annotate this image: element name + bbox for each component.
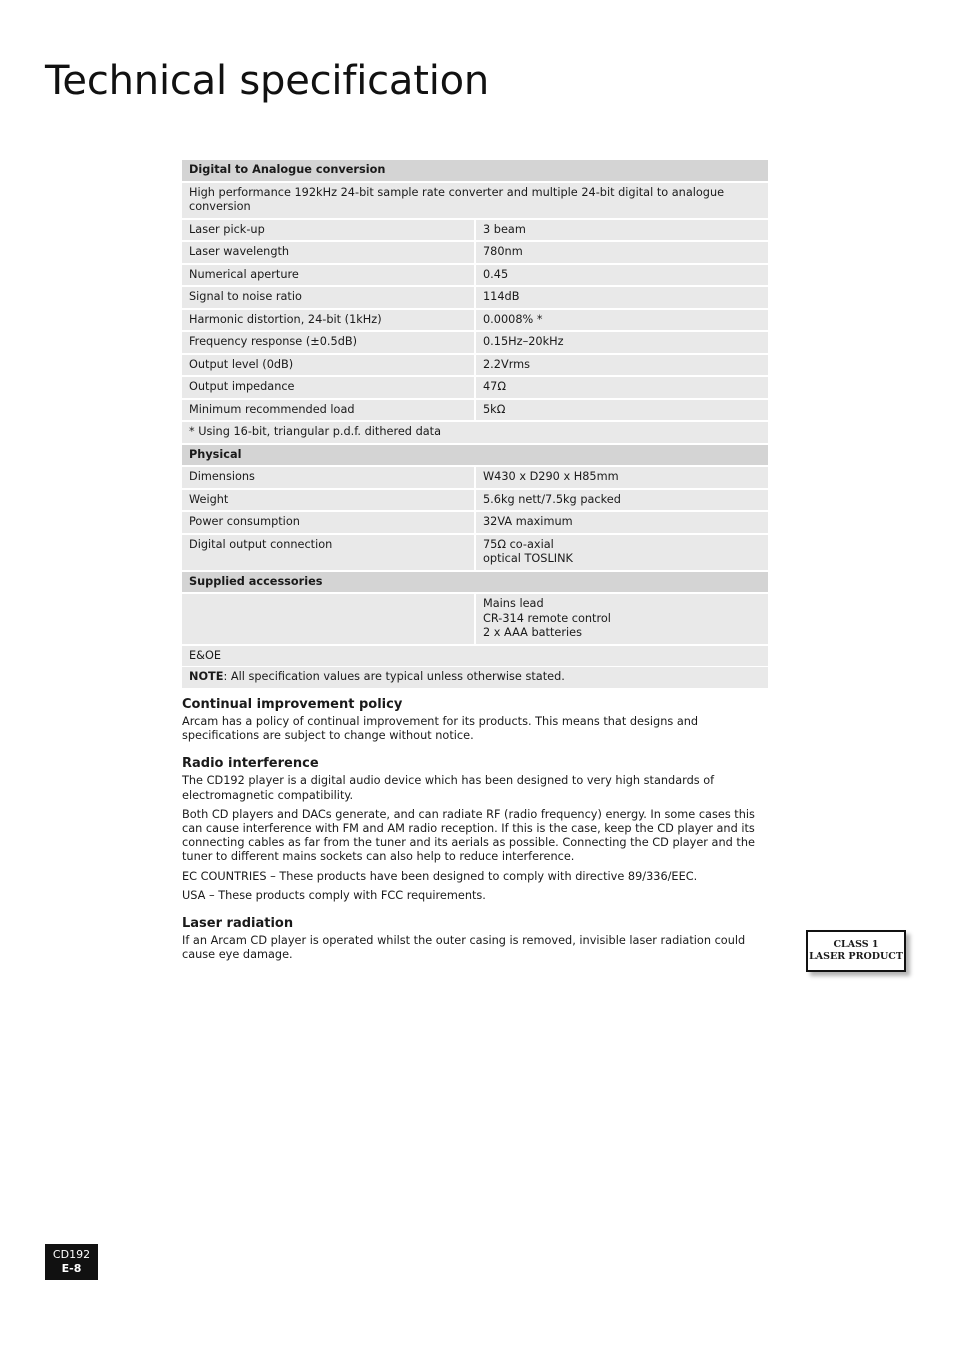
spec-value: 5kΩ	[475, 399, 768, 422]
model-name: CD192	[52, 1248, 91, 1261]
section-heading: Laser radiation	[182, 916, 294, 932]
spec-value-line: 75Ω co-axial	[483, 537, 554, 551]
spec-value: 47Ω	[475, 376, 768, 399]
spec-value	[475, 534, 768, 571]
table-row	[182, 241, 768, 264]
spec-value: 0.15Hz–20kHz	[475, 331, 768, 354]
spec-value: W430 x D290 x H85mm	[475, 466, 768, 489]
paragraph: USA – These products comply with FCC requirements.	[182, 888, 486, 902]
page-title: Technical specification	[45, 58, 490, 104]
improvement-section	[182, 697, 768, 743]
table-row	[182, 331, 768, 354]
spec-label: Dimensions	[182, 466, 475, 489]
note-text: : All specification values are typical unless otherwise stated.	[223, 670, 565, 683]
laser-class-line: CLASS 1	[833, 939, 879, 950]
spec-value: 5.6kg nett/7.5kg packed	[475, 489, 768, 512]
table-row	[182, 182, 768, 219]
eoe-note: E&OE	[182, 645, 768, 668]
paragraph: Arcam has a policy of continual improvement for its products. This means that designs and specifications are subject to change without notice.	[182, 715, 699, 743]
page-number: E-8	[61, 1262, 82, 1275]
table-row	[182, 421, 768, 444]
section-header-dac	[182, 160, 768, 182]
section-heading: Radio interference	[182, 756, 319, 772]
paragraph: Both CD players and DACs generate, and can radiate RF (radio frequency) energy. In some cases this can cause interference with FM and AM radio reception. If this is the case, keep the CD player and its connecting cables as far from the tuner and its aerials as possible. Connecting the CD player and the tuner to different mains sockets can also help to reduce interference.	[182, 807, 755, 864]
spec-value: 3 beam	[475, 219, 768, 242]
spec-label: Output impedance	[182, 376, 475, 399]
spec-label: Output level (0dB)	[182, 354, 475, 377]
spec-label: Laser pick-up	[182, 219, 475, 242]
table-row	[182, 219, 768, 242]
spec-label: Laser wavelength	[182, 241, 475, 264]
spec-label: Numerical aperture	[182, 264, 475, 287]
section-heading: Continual improvement policy	[182, 697, 403, 712]
accessory-item: Mains lead	[483, 597, 544, 610]
spec-value: 0.45	[475, 264, 768, 287]
spec-label: Power consumption	[182, 511, 475, 534]
spec-value: 780nm	[475, 241, 768, 264]
page-number-tab	[45, 1244, 98, 1280]
radio-section	[182, 756, 768, 903]
spec-label: Harmonic distortion, 24-bit (1kHz)	[182, 309, 475, 332]
section-heading: Digital to Analogue conversion	[182, 160, 768, 182]
table-row	[182, 264, 768, 287]
table-row	[182, 354, 768, 377]
table-row	[182, 286, 768, 309]
laser-section	[182, 916, 768, 962]
table-row	[182, 645, 768, 668]
section-header-physical	[182, 444, 768, 467]
laser-product-line: LASER PRODUCT	[809, 951, 903, 962]
note-label: NOTE	[189, 670, 224, 683]
table-row	[182, 511, 768, 534]
spec-value: 114dB	[475, 286, 768, 309]
spec-table	[182, 160, 768, 668]
spec-value-line: optical TOSLINK	[483, 552, 573, 565]
table-row	[182, 466, 768, 489]
spec-label: Minimum recommended load	[182, 399, 475, 422]
spec-label: Weight	[182, 489, 475, 512]
spec-label: Signal to noise ratio	[182, 286, 475, 309]
table-row	[182, 534, 768, 571]
laser-class-label	[806, 930, 906, 972]
spec-value: 32VA maximum	[475, 511, 768, 534]
section-heading: Physical	[182, 444, 768, 467]
spec-label-empty	[182, 593, 475, 645]
section-header-accessories	[182, 571, 768, 594]
dac-footnote: * Using 16-bit, triangular p.d.f. dithered data	[182, 421, 768, 444]
paragraph: The CD192 player is a digital audio device which has been designed to very high standards of electromagnetic compatibility.	[182, 774, 715, 802]
spec-label: Digital output connection	[182, 534, 475, 571]
paragraph: If an Arcam CD player is operated whilst the outer casing is removed, invisible laser radiation could cause eye damage.	[182, 934, 746, 962]
table-row	[182, 309, 768, 332]
spec-value: 0.0008% *	[475, 309, 768, 332]
spec-value: 2.2Vrms	[475, 354, 768, 377]
body-text	[182, 697, 768, 975]
accessory-item: 2 x AAA batteries	[483, 626, 582, 639]
table-row	[182, 376, 768, 399]
note-box	[182, 667, 768, 688]
paragraph: EC COUNTRIES – These products have been designed to comply with directive 89/336/EEC.	[182, 869, 698, 883]
table-row	[182, 399, 768, 422]
table-row	[182, 489, 768, 512]
accessories-list	[475, 593, 768, 645]
section-heading: Supplied accessories	[182, 571, 768, 594]
dac-description: High performance 192kHz 24-bit sample rate converter and multiple 24-bit digital to analogue conversion	[182, 182, 768, 219]
table-row	[182, 593, 768, 645]
accessory-item: CR-314 remote control	[483, 611, 611, 625]
spec-label: Frequency response (±0.5dB)	[182, 331, 475, 354]
